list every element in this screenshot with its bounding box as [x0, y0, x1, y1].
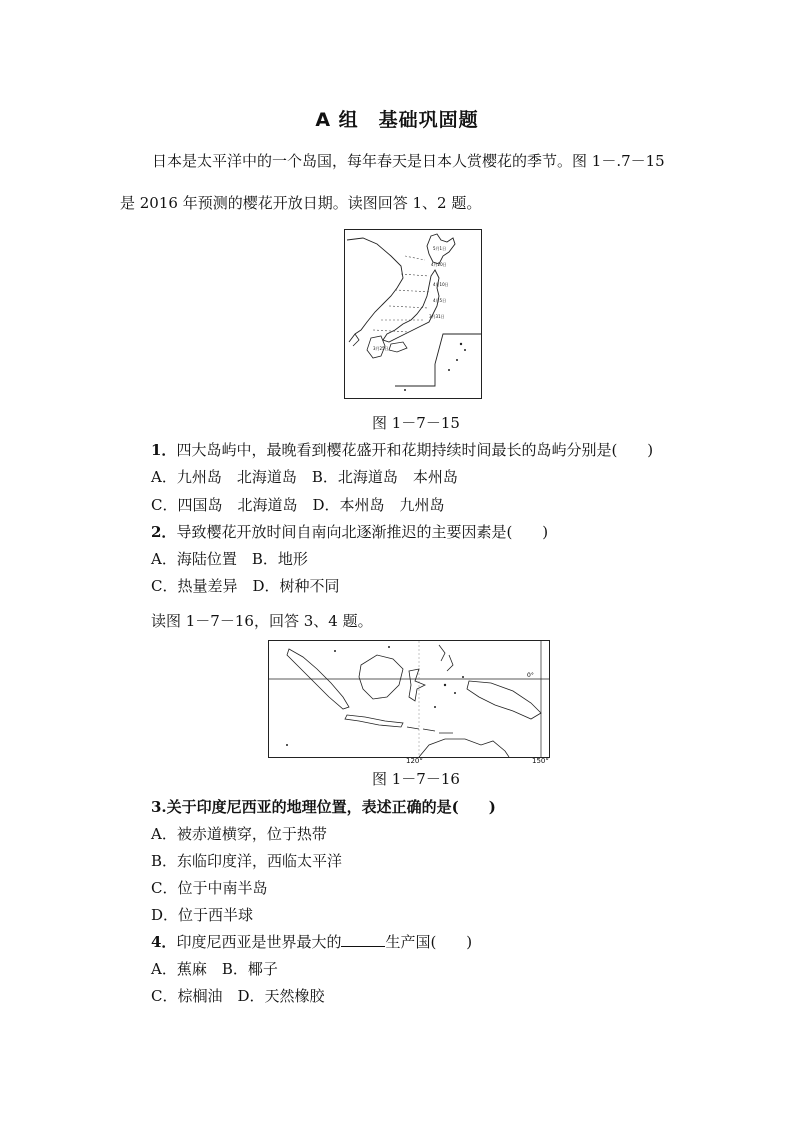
question-3-stem: 3.关于印度尼西亚的地理位置，表述正确的是( ) — [151, 798, 496, 816]
question-4-stem — [151, 931, 472, 952]
question-4-number: 4． — [151, 933, 177, 951]
indonesia-map-svg — [269, 641, 549, 757]
question-4-options-ab: A．蕉麻 B．椰子 — [151, 960, 278, 978]
question-1-text: 四大岛屿中，最晚看到樱花盛开和花期持续时间最长的岛屿分别是( ) — [176, 441, 654, 459]
equator-label: 0° — [527, 672, 534, 679]
figure-1-caption: 图 1－7－15 — [372, 414, 460, 432]
intro-2: 读图 1－7－16，回答 3、4 题。 — [151, 612, 373, 630]
indonesia-map-figure — [268, 640, 550, 758]
question-1-options-ab: A．九州岛 北海道岛 B．北海道岛 本州岛 — [151, 468, 458, 486]
answer-blank — [341, 932, 385, 947]
intro-line-2: 是 2016 年预测的樱花开放日期。读图回答 1、2 题。 — [120, 194, 482, 212]
question-3-option-c: C．位于中南半岛 — [151, 879, 268, 897]
date-label-5: 3月31日 — [429, 314, 445, 319]
figure-2-caption: 图 1－7－16 — [372, 770, 460, 788]
question-4-text-after: 生产国( ) — [385, 933, 473, 951]
date-label-3: 4月10日 — [433, 282, 449, 287]
question-2-options-ab: A．海陆位置 B．地形 — [151, 550, 308, 568]
japan-map-figure — [344, 229, 482, 399]
date-label-6: 3月25日 — [373, 346, 389, 351]
question-3-option-d: D．位于西半球 — [151, 906, 254, 924]
date-label-1: 5月1日 — [433, 246, 447, 251]
intro-line-1: 日本是太平洋中的一个岛国，每年春天是日本人赏樱花的季节。图 1－.7－15 — [152, 152, 665, 170]
question-3-option-b: B．东临印度洋，西临太平洋 — [151, 852, 343, 870]
question-3-option-a: A．被赤道横穿，位于热带 — [151, 825, 327, 843]
longitude-label-150: 150° — [532, 757, 549, 765]
question-2-text: 导致樱花开放时间自南向北逐渐推迟的主要因素是( ) — [176, 523, 549, 541]
section-title: A 组 基础巩固题 — [315, 109, 479, 131]
question-4-options-cd: C．棕榈油 D．天然橡胶 — [151, 987, 325, 1005]
question-2-number: 2． — [151, 523, 177, 541]
question-1-options-cd: C．四国岛 北海道岛 D．本州岛 九州岛 — [151, 496, 445, 514]
question-2-options-cd: C．热量差异 D．树种不同 — [151, 577, 340, 595]
longitude-label-120: 120° — [406, 757, 423, 765]
question-1-number: 1． — [151, 441, 177, 459]
date-label-4: 4月5日 — [433, 298, 447, 303]
date-label-2: 4月20日 — [431, 262, 447, 267]
question-2-stem — [151, 521, 548, 542]
question-1-stem — [151, 439, 653, 460]
question-4-text-before: 印度尼西亚是世界最大的 — [176, 933, 342, 951]
japan-map-svg — [345, 230, 481, 398]
